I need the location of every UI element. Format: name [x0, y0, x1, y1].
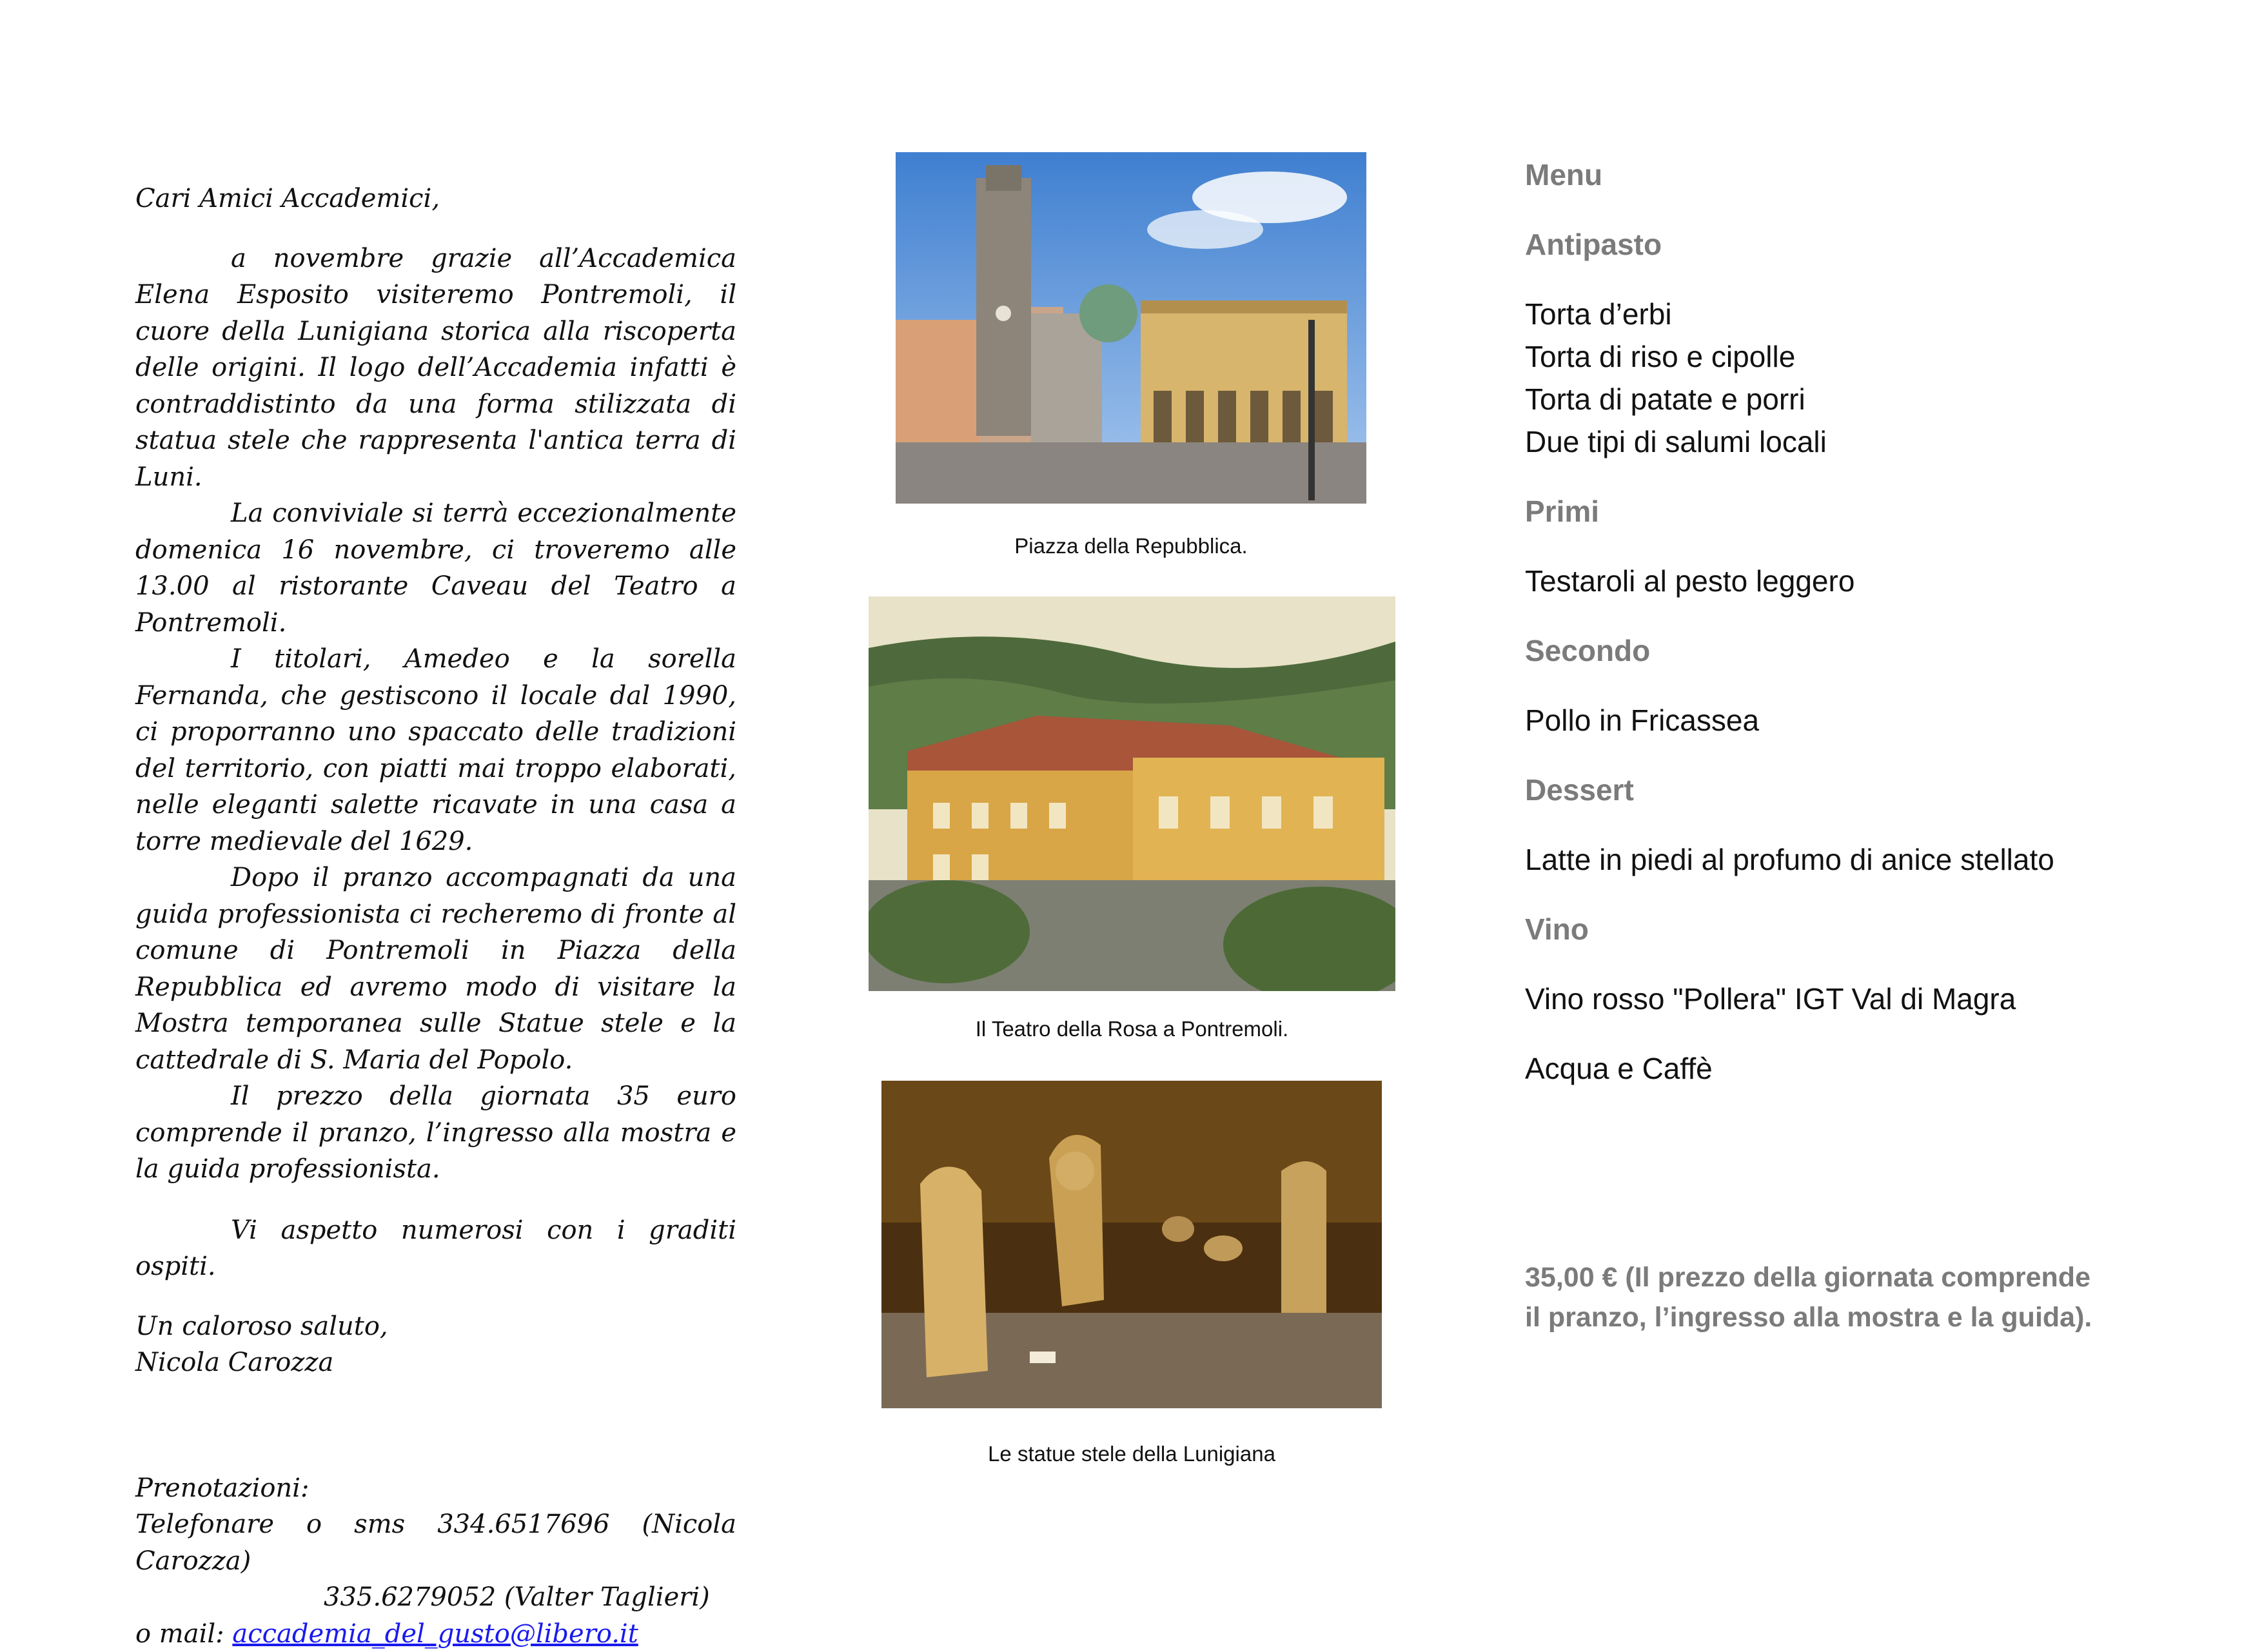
letter-paragraph: a novembre grazie all’Accademica Elena Esposito visiteremo Pontremoli, il cuore della Lunigiana storica alla riscoperta delle origini. Il logo dell’Accademia infatti è contraddistinto da una forma stilizzata di statua stele che rappresenta l'antica terra di Luni. [135, 241, 736, 496]
menu-item: Torta di patate e porri [1525, 378, 2170, 420]
menu-item: Torta d’erbi [1525, 293, 2170, 335]
price-line: il pranzo, l’ingresso alla mostra e la guida). [1525, 1297, 2170, 1337]
menu-price [1525, 1257, 2170, 1337]
menu-section-heading: Primi [1525, 490, 2170, 533]
menu-item: Vino rosso "Pollera" IGT Val di Magra [1525, 978, 2170, 1020]
menu-section-heading: Dessert [1525, 769, 2170, 811]
menu [1525, 153, 2170, 1090]
letter-paragraph: I titolari, Amedeo e la sorella Fernanda, che gestiscono il locale dal 1990, ci proporranno uno spaccato delle tradizioni del territorio, con piatti mai troppo elaborati, nelle eleganti salette ricavate in una casa a torre medievale del 1629. [135, 641, 736, 860]
menu-item: Pollo in Fricassea [1525, 699, 2170, 742]
price-line: 35,00 € (Il prezzo della giornata comprende [1525, 1257, 2170, 1297]
letter-greeting: Cari Amici Accademici, [135, 181, 736, 217]
menu-item: Torta di riso e cipolle [1525, 335, 2170, 378]
photo-caption: Piazza della Repubblica. [896, 534, 1366, 558]
booking-email-link[interactable]: accademia_del_gusto@libero.it [232, 1619, 638, 1649]
booking-mail-prefix: o mail: [135, 1619, 232, 1649]
booking-mail-line [135, 1616, 736, 1652]
letter-salutation: Un caloroso saluto, [135, 1308, 736, 1345]
photo-teatro [869, 596, 1395, 991]
menu-item: Testaroli al pesto leggero [1525, 560, 2170, 602]
photo-statue-stele [881, 1081, 1382, 1408]
menu-item-extra: Acqua e Caffè [1525, 1047, 2170, 1090]
booking-title: Prenotazioni: [135, 1470, 736, 1507]
letter-signature: Nicola Carozza [135, 1344, 736, 1381]
photo-piazza [896, 152, 1366, 504]
menu-section-heading: Secondo [1525, 629, 2170, 672]
photo-caption: Il Teatro della Rosa a Pontremoli. [869, 1017, 1395, 1041]
photo-caption: Le statue stele della Lunigiana [881, 1442, 1382, 1466]
menu-section-heading: Antipasto [1525, 223, 2170, 266]
menu-section-heading: Vino [1525, 908, 2170, 950]
menu-item: Due tipi di salumi locali [1525, 420, 2170, 463]
menu-title: Menu [1525, 153, 2170, 196]
letter-paragraph: Dopo il pranzo accompagnati da una guida professionista ci recheremo di fronte al comune di Pontremoli in Piazza della Repubblica ed avremo modo di visitare la Mostra temporanea sulle Statue stele e la cattedrale di S. Maria del Popolo. [135, 860, 736, 1078]
booking-phone-1: Telefonare o sms 334.6517696 (Nicola Carozza) [135, 1506, 736, 1579]
invitation-letter [135, 181, 736, 1652]
letter-paragraph: Il prezzo della giornata 35 euro comprende il pranzo, l’ingresso alla mostra e la guida professionista. [135, 1078, 736, 1188]
booking-phone-2: 335.6279052 (Valter Taglieri) [135, 1579, 736, 1616]
letter-paragraph: La conviviale si terrà eccezionalmente domenica 16 novembre, ci troveremo alle 13.00 al ristorante Caveau del Teatro a Pontremoli. [135, 495, 736, 641]
menu-item: Latte in piedi al profumo di anice stellato [1525, 838, 2170, 881]
letter-invite: Vi aspetto numerosi con i graditi ospiti. [135, 1212, 736, 1285]
